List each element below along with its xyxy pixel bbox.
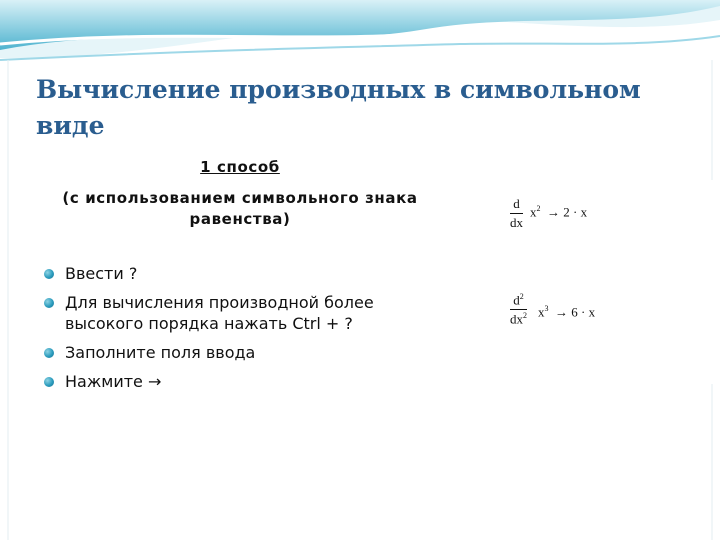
list-item (44, 263, 444, 284)
method-label: 1 способ (200, 158, 280, 176)
instruction-list (44, 263, 444, 400)
method-heading (40, 158, 440, 230)
list-item (44, 371, 444, 392)
denominator-symbol: dx (510, 311, 523, 327)
formula-result: → 2 · x (547, 204, 588, 220)
fraction-denominator (510, 310, 527, 327)
method-description: (с использованием символьного знака равенства) (62, 189, 418, 228)
list-item-text: Заполните поля ввода (65, 343, 256, 362)
formula-power: 2 (536, 204, 541, 213)
formula-power: 3 (544, 304, 549, 313)
numerator-symbol: d (513, 292, 520, 308)
formula-panel (468, 180, 720, 384)
formula-body: x (538, 304, 545, 320)
bullet-icon (44, 377, 54, 387)
formula-expression (538, 304, 595, 320)
formula-result: → 6 · x (555, 304, 596, 320)
list-item-text: Нажмите → (65, 372, 162, 391)
numerator-power: 2 (519, 292, 524, 301)
list-item (44, 292, 444, 334)
derivative-fraction (510, 196, 523, 231)
list-item-text: Ввести ? (65, 264, 138, 283)
bullet-icon (44, 269, 54, 279)
formula-expression (530, 204, 587, 220)
fraction-denominator: dx (510, 215, 523, 230)
fraction-numerator (510, 292, 527, 310)
slide-title: Вычисление производных в символьном виде (36, 75, 641, 140)
list-item (44, 342, 444, 363)
derivative-fraction (510, 292, 527, 328)
denominator-power: 2 (523, 311, 527, 321)
fraction-numerator: d (510, 196, 523, 214)
bullet-icon (44, 298, 54, 308)
bullet-icon (44, 348, 54, 358)
formula-body: x (530, 204, 537, 220)
list-item-text: Для вычисления производной более высокого порядка нажать Ctrl + ? (65, 293, 374, 333)
